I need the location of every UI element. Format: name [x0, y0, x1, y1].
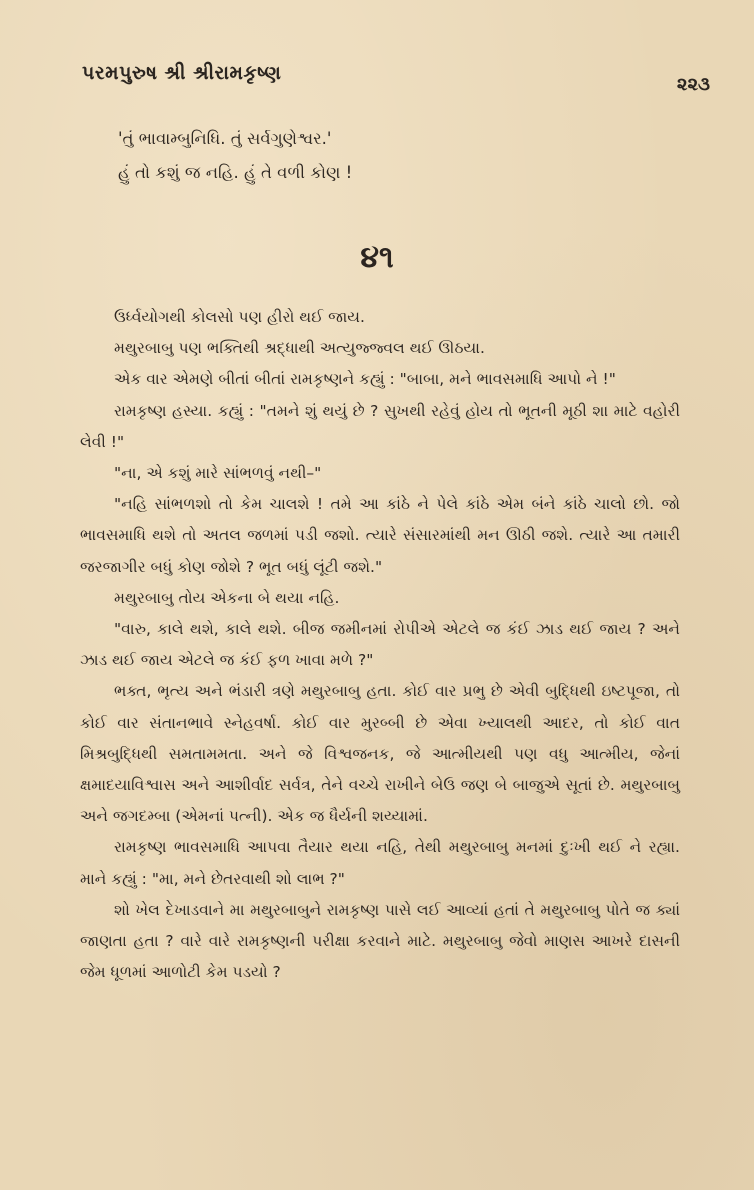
paragraph: ભક્ત, ભૃત્ય અને ભંડારી ત્રણે મથુરબાબુ હતા. કોઈ વાર પ્રભુ છે એવી બુદ્ધિથી ઇષ્ટપૂજા, તો કોઈ વાર સંતાનભાવે સ્નેહવર્ષા. કોઈ વાર મુરબ્બી છે એવા ખ્યાલથી આદર, તો કોઈ વાત મિશ્રબુદ્ધિથી સમતામમતા. અને જે વિશ્વજનક, જે આત્મીયથી પણ વધુ આત્મીય, જેનાં ક્ષમાદયાવિશ્વાસ અને આશીર્વાદ સર્વત્ર, તેને વચ્ચે રાખીને બેઉ જણ બે બાજુએ સૂતાં છે. મથુરબાબુ અને જગદમ્બા (એમનાં પત્ની). એક જ ધૈર્યની શય્યામાં.: [80, 682, 680, 826]
quote-line: 'તું ભાવામ્બુનિધિ. તું સર્વગુણેશ્વર.': [118, 129, 332, 148]
body-text: [80, 302, 680, 988]
paragraph: રામકૃષ્ણ ભાવસમાધિ આપવા તૈયાર થયા નહિ, તેથી મથુરબાબુ મનમાં દુઃખી થઈ ને રહ્યા. માને કહ્યું : "મા, મને છેતરવાથી શો લાભ ?": [80, 838, 680, 888]
quote-line: હું તો કશું જ નહિ. હું તે વળી કોણ !: [118, 163, 353, 182]
paragraph: રામકૃષ્ણ હસ્યા. કહ્યું : "તમને શું થયું છે ? સુખથી રહેવું હોય તો ભૂતની મૂઠી શા માટે વહોરી લેવી !": [80, 401, 680, 451]
paragraph: "વારુ, કાલે થશે, કાલે થશે. બીજ જમીનમાં રોપીએ એટલે જ કંઈ ઝાડ થઈ જાય ? અને ઝાડ થઈ જાય એટલે જ કંઈ ફળ ખાવા મળે ?": [80, 620, 680, 670]
paragraph: "નહિ સાંભળશો તો કેમ ચાલશે ! તમે આ કાંઠે ને પેલે કાંઠે એમ બંને કાંઠે ચાલો છો. જો ભાવસમાધિ થશે તો અતલ જળમાં પડી જશો. ત્યારે સંસારમાંથી મન ઊઠી જશે. ત્યારે આ તમારી જરજાગીર બધું કોણ જોશે ? ભૂત બધું લૂંટી જશે.": [80, 495, 680, 576]
page-number: ૨૨૩: [676, 74, 710, 95]
paragraph: મથુરબાબુ પણ ભક્તિથી શ્રદ્ધાથી અત્યુજ્જ્વલ થઈ ઊઠયા.: [114, 339, 485, 358]
paragraph: "ના, એ કશું મારે સાંભળવું નથી–": [114, 464, 322, 483]
paragraph: એક વાર એમણે બીતાં બીતાં રામકૃષ્ણને કહ્યું : "બાબા, મને ભાવસમાધિ આપો ને !": [114, 370, 616, 389]
epigraph-quote: [118, 122, 352, 190]
paragraph: મથુરબાબુ તોય એકના બે થયા નહિ.: [114, 588, 340, 607]
paragraph: ઉર્ધ્વયોગથી કોલસો પણ હીરો થઈ જાય.: [114, 308, 365, 326]
chapter-number: ૪૧: [360, 240, 394, 275]
paragraph: શો ખેલ દેખાડવાને મા મથુરબાબુને રામકૃષ્ણ પાસે લઈ આવ્યાં હતાં તે મથુરબાબુ પોતે જ ક્યાં જાણતા હતા ? વારે વારે રામકૃષ્ણની પરીક્ષા કરવાને માટે. મથુરબાબુ જેવો માણસ આખરે દાસની જેમ ધૂળમાં આળોટી કેમ પડયો ?: [80, 900, 680, 982]
running-title: પરમપુરુષ શ્રી શ્રીરામકૃષ્ણ: [82, 62, 282, 84]
